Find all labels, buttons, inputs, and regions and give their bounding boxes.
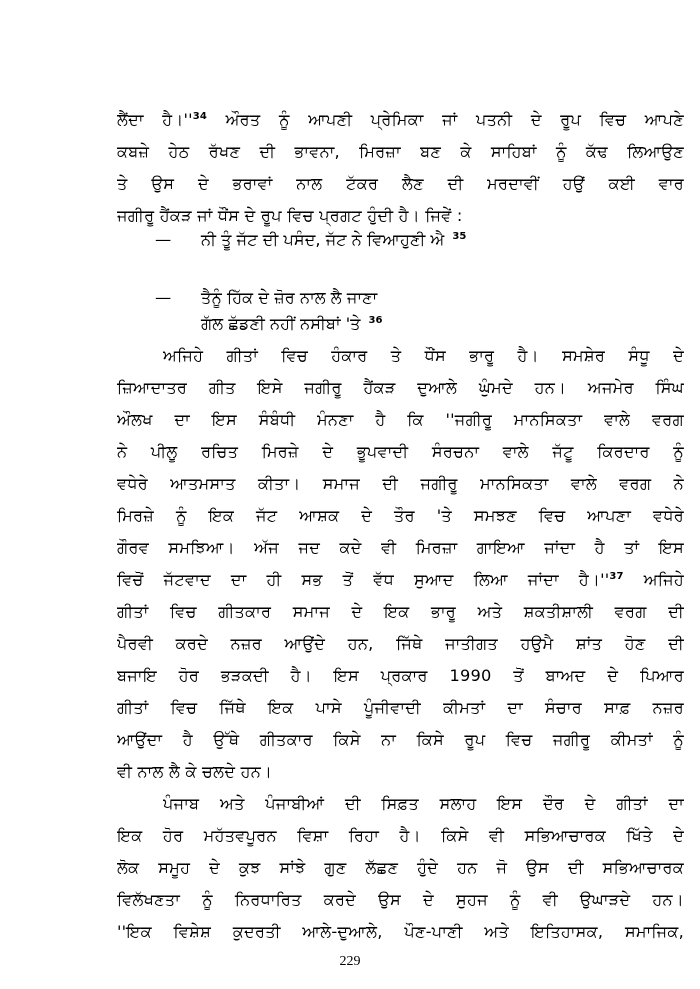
footnote-ref-37[interactable]: 37 [609,571,624,582]
paragraph-line: ਗੀਤਾਂ ਵਿਚ ਜਿੱਥੇ ਇਕ ਪਾਸੇ ਪੂੰਜੀਵਾਦੀ ਕੀਮਤਾਂ ਦਾ ਸੰਚਾਰ ਸਾਫ਼ ਨਜ਼ਰ [117,698,684,717]
page-number: 229 [339,954,361,969]
paragraph-line: ਲੋਕ ਸਮੂਹ ਦੇ ਕੁਝ ਸਾਂਝੇ ਗੁਣ ਲੱਛਣ ਹੁੰਦੇ ਹਨ ਜੋ ਉਸ ਦੀ ਸਭਿਆਚਾਰਕ [117,858,684,877]
verse-quote-2-line2 [201,313,382,335]
paragraph-line: ਔਲਖ ਦਾ ਇਸ ਸੰਬੰਧੀ ਮੰਨਣਾ ਹੈ ਕਿ ''ਜਗੀਰੂ ਮਾਨਸਿਕਤਾ ਵਾਲੇ ਵਰਗ [117,410,684,429]
paragraph-line: ''ਇਕ ਵਿਸ਼ੇਸ਼ ਕੁਦਰਤੀ ਆਲੇ-ਦੁਆਲੇ, ਪੌਣ-ਪਾਣੀ ਅਤੇ ਇਤਿਹਾਸਕ, ਸਮਾਜਿਕ, [117,922,684,941]
footnote-ref-34[interactable]: 34 [192,111,208,122]
paragraph-line: ਗੌਰਵ ਸਮਝਿਆ। ਅੱਜ ਜਦ ਕਦੇ ਵੀ ਮਿਰਜ਼ਾ ਗਾਇਆ ਜਾਂਦਾ ਹੈ ਤਾਂ ਇਸ [117,538,684,557]
paragraph-line-indented: ਪੰਜਾਬ ਅਤੇ ਪੰਜਾਬੀਆਂ ਦੀ ਸਿਫ਼ਤ ਸਲਾਹ ਇਸ ਦੌਰ ਦੇ ਗੀਤਾਂ ਦਾ [163,794,684,813]
verse-dash: — [155,230,172,249]
paragraph-line [117,569,684,591]
footnote-ref-36[interactable]: 36 [368,315,383,326]
paragraph-line: ਜ਼ਿਆਦਾਤਰ ਗੀਤ ਇਸੇ ਜਗੀਰੂ ਹੈਂਕੜ ਦੁਆਲੇ ਘੁੰਮਦੇ ਹਨ। ਅਜਮੇਰ ਸਿੰਘ [117,378,684,397]
verse-text: ਨੀ ਤੂੰ ਜੱਟ ਦੀ ਪਸੰਦ, ਜੱਟ ਨੇ ਵਿਆਹੁਣੀ ਐ [201,230,445,249]
text-run: ਔਰਤ ਨੂੰ ਆਪਣੀ ਪ੍ਰੇਮਿਕਾ ਜਾਂ ਪਤਨੀ ਦੇ ਰੂਪ ਵਿਚ ਆਪਣੇ [207,110,684,129]
paragraph-line: ਬਜਾਇ ਹੋਰ ਭੜਕਦੀ ਹੈ। ਇਸ ਪ੍ਰਕਾਰ 1990 ਤੋਂ ਬਾਅਦ ਦੇ ਪਿਆਰ [117,666,684,685]
paragraph-line: ਇਕ ਹੋਰ ਮਹੱਤਵਪੂਰਨ ਵਿਸ਼ਾ ਰਿਹਾ ਹੈ। ਕਿਸੇ ਵੀ ਸਭਿਆਚਾਰਕ ਖਿੱਤੇ ਦੇ [117,826,684,845]
verse-text: ਤੈਨੂੰ ਹਿੱਕ ਦੇ ਜ਼ੋਰ ਨਾਲ ਲੈ ਜਾਣਾ [201,288,378,307]
paragraph-line: ਆਉਂਦਾ ਹੈ ਉੱਥੇ ਗੀਤਕਾਰ ਕਿਸੇ ਨਾ ਕਿਸੇ ਰੂਪ ਵਿਚ ਜਗੀਰੂ ਕੀਮਤਾਂ ਨੂੰ [117,730,684,749]
paragraph-line: ਜਗੀਰੂ ਹੈਂਕੜ ਜਾਂ ਧੌਂਸ ਦੇ ਰੂਪ ਵਿਚ ਪ੍ਰਗਟ ਹੁੰਦੀ ਹੈ। ਜਿਵੇਂ : [117,206,463,225]
paragraph-line: ਗੀਤਾਂ ਵਿਚ ਗੀਤਕਾਰ ਸਮਾਜ ਦੇ ਇਕ ਭਾਰੂ ਅਤੇ ਸ਼ਕਤੀਸ਼ਾਲੀ ਵਰਗ ਦੀ [117,602,684,621]
verse-text: ਗੱਲ ਛੱਡਣੀ ਨਹੀਂ ਨਸੀਬਾਂ 'ਤੇ [201,314,361,333]
verse-dash: — [155,288,172,307]
text-run: ਅਜਿਹੇ [623,570,684,589]
paragraph-line: ਵਿਲੱਖਣਤਾ ਨੂੰ ਨਿਰਧਾਰਿਤ ਕਰਦੇ ਉਸ ਦੇ ਸੁਹਜ ਨੂੰ ਵੀ ਉਘਾੜਦੇ ਹਨ। [117,890,684,909]
footnote-ref-35[interactable]: 35 [452,231,467,242]
text-run: ਵਿਚੋਂ ਜੱਟਵਾਦ ਦਾ ਹੀ ਸਭ ਤੋਂ ਵੱਧ ਸੁਆਦ ਲਿਆ ਜਾਂਦਾ ਹੈ।'' [117,570,610,589]
verse-quote-1 [155,229,466,251]
text-run: ਲੈਂਦਾ ਹੈ।'' [117,110,193,129]
verse-quote-2-line1 [155,287,377,309]
paragraph-line: ਵੀ ਨਾਲ ਲੈ ਕੇ ਚਲਦੇ ਹਨ। [117,762,273,781]
paragraph-line-indented: ਅਜਿਹੇ ਗੀਤਾਂ ਵਿਚ ਹੰਕਾਰ ਤੇ ਧੌਂਸ ਭਾਰੂ ਹੈ। ਸਮਸ਼ੇਰ ਸੰਧੂ ਦੇ [163,346,684,365]
paragraph-line: ਪੈਰਵੀ ਕਰਦੇ ਨਜ਼ਰ ਆਉਂਦੇ ਹਨ, ਜਿੱਥੇ ਜਾਤੀਗਤ ਹਉਮੈ ਸ਼ਾਂਤ ਹੋਣ ਦੀ [117,634,684,653]
paragraph-line: ਕਬਜ਼ੇ ਹੇਠ ਰੱਖਣ ਦੀ ਭਾਵਨਾ, ਮਿਰਜ਼ਾ ਬਣ ਕੇ ਸਾਹਿਬਾਂ ਨੂੰ ਕੱਢ ਲਿਆਉਣ [117,142,684,161]
paragraph-line: ਤੇ ਉਸ ਦੇ ਭਰਾਵਾਂ ਨਾਲ ਟੱਕਰ ਲੈਣ ਦੀ ਮਰਦਾਵੀਂ ਹਉਂ ਕਈ ਵਾਰ [117,174,684,193]
paragraph-line: ਮਿਰਜ਼ੇ ਨੂੰ ਇਕ ਜੱਟ ਆਸ਼ਕ ਦੇ ਤੌਰ 'ਤੇ ਸਮਝਣ ਵਿਚ ਆਪਣਾ ਵਧੇਰੇ [117,506,684,525]
paragraph-line [117,109,684,131]
paragraph-line: ਵਧੇਰੇ ਆਤਮਸਾਤ ਕੀਤਾ। ਸਮਾਜ ਦੀ ਜਗੀਰੂ ਮਾਨਸਿਕਤਾ ਵਾਲੇ ਵਰਗ ਨੇ [117,474,684,493]
paragraph-line: ਨੇ ਪੀਲੂ ਰਚਿਤ ਮਿਰਜ਼ੇ ਦੇ ਭੂਪਵਾਦੀ ਸੰਰਚਨਾ ਵਾਲੇ ਜੱਟੂ ਕਿਰਦਾਰ ਨੂੰ [117,442,684,461]
